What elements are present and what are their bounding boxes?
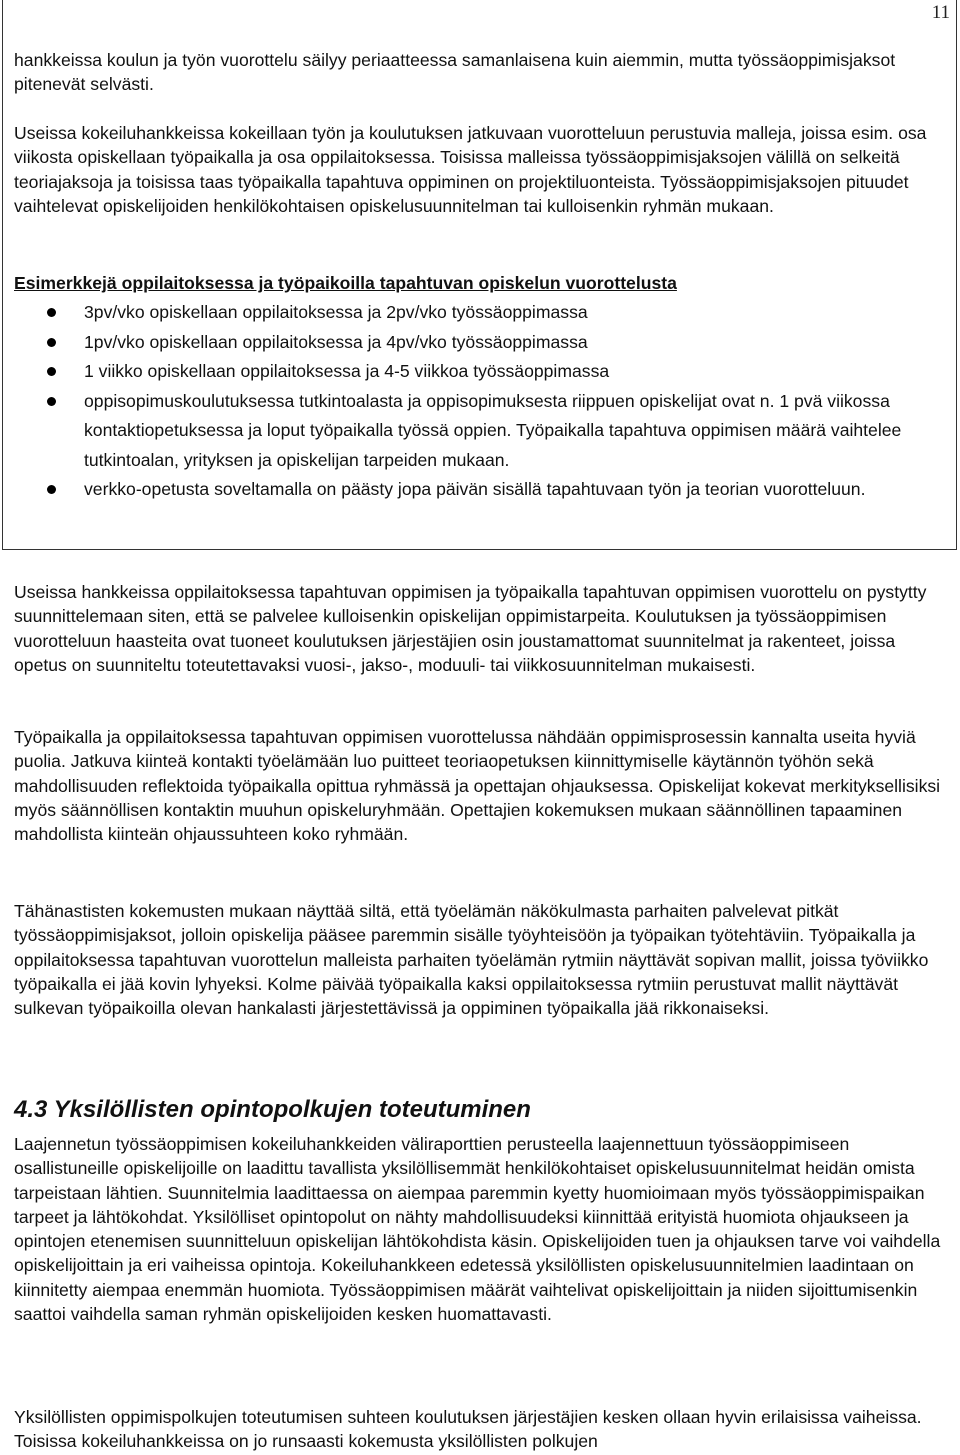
paragraph-1: hankkeissa koulun ja työn vuorottelu säilyy periaatteessa samanlaisena kuin aiemmin, mutta työssäoppimisjaksot pitenevät selvästi. [14,50,896,95]
list-item-text: oppisopimuskoulutuksessa tutkintoalasta ja oppisopimuksesta riippuen opiskelijat ovat n. 1 pvä viikossa kontaktiopetuksessa ja loput työpaikalla työssä oppien. Työpaikalla tapahtuva oppimisen määrä vaihtelee tutkintoalan, yrityksen ja opiskelijan tarpeiden mukaan. [84,390,902,470]
bullet-icon [47,308,56,317]
bullet-icon [47,397,56,406]
bullet-icon [47,338,56,347]
bullet-icon [47,485,56,494]
paragraph-4: Työpaikalla ja oppilaitoksessa tapahtuvan oppimisen vuorottelussa nähdään oppimisprosessin kannalta useita hyviä puolia. Jatkuva kiinteä kontakti työelämään luo puitteet teoriaopetuksen kiinnittymiselle käytännön työhön sekä mahdollisuuden reflektoida työpaikalla opittua ryhmässä ja opettajan ohjauksessa. Opiskelijat kokevat merkityksellisiksi myös säännöllisen kontaktin muuhun opiskeluryhmään. Opettajien kokemuksen mukaan säännöllinen tapaaminen mahdollista kiinteän ohjaussuhteen koko ryhmään. [14,727,941,845]
bullet-icon [47,367,56,376]
paragraph-2: Useissa kokeiluhankkeissa kokeillaan työn ja koulutuksen jatkuvaan vuorotteluun perustuvia malleja, joissa esim. osa viikosta opiskellaan työpaikalla ja osa oppilaitoksessa. Toisissa malleissa työssäoppimisjaksojen välillä on selkeitä teoriajaksoja ja toisissa taas työpaikalla tapahtuva oppiminen on projektiluonteista. Työssäoppimisjaksojen pituudet vaihtelevat opiskelijoiden henkilökohtaisen opiskelusuunnitelman tai kulloisenkin ryhmän mukaan. [14,123,927,216]
paragraph-3: Useissa hankkeissa oppilaitoksessa tapahtuvan oppimisen ja työpaikalla tapahtuvan oppimisen vuorottelu on pystytty suunnittelemaan siten, että se palvelee kulloisenkin opiskelijan oppimistarpeita. Koulutuksen ja työssäoppimisen vuorotteluun haasteita ovat tuoneet koulutuksen järjestäjien osin joustamattomat suunnitelmat ja rakenteet, joissa opetus on suunniteltu toteutettavaksi vuosi-, jakso-, moduuli- tai viikkosuunnitelman mukaisesti. [14,582,927,675]
list-item [14,357,950,387]
paragraph-6: Laajennetun työssäoppimisen kokeiluhankkeiden väliraporttien perusteella laajennettuun työssäoppimiseen osallistuneille opiskelijoille on laadittu tavallista yksilöllisemmät henkilökohtaiset opiskelusuunnitelmat heidän omista tarpeistaan lähtien. Suunnitelmia laadittaessa on aiempaa paremmin kyetty huomioimaan myös työssäoppimispaikan tarpeet ja lähtökohdat. Yksilölliset opintopolut on nähty mahdollisuudeksi kiinnittää erityistä huomiota ohjaukseen ja opintojen etenemisen suunnitteluun opiskelijan lähtökohdista käsin. Opiskelijoiden tuen ja ohjauksen tarve voi vaihdella opiskelijoittain ja eri vaiheissa opintoja. Kokeiluhankkeen edetessä yksilöllisten opiskelusuunnitelmien laadintaan on kiinnitetty aiempaa enemmän huomiota. Työssäoppimisen määrät vaihtelivat opiskelijoittain ja niiden sijoittumisenkin saattoi vaihdella saman ryhmän opiskelijoiden kesken huomattavasti. [14,1134,941,1325]
paragraph-5: Tähänastisten kokemusten mukaan näyttää siltä, että työelämän näkökulmasta parhaiten palvelevat pitkät työssäoppimisjaksot, jolloin opiskelija pääsee paremmin sisälle työyhteisöön ja työpaikan työtehtäviin. Työpaikalla ja oppilaitoksessa tapahtuvan vuorottelun malleista parhaiten työelämän rytmiin näyttävät sopivan mallit, joissa työviikko työpaikalla ei jää kovin lyhyeksi. Kolme päivää työpaikalla kaksi oppilaitoksessa rytmiin perustuvat mallit näyttävät sulkevan työpaikoilla olevan hankalasti järjestettävissä ja oppiminen työpaikalla jää rikkonaiseksi. [14,901,929,1019]
paragraph-7: Yksilöllisten oppimispolkujen toteutumisen suhteen koulutuksen järjestäjien kesken ollaan hyvin erilaisissa vaiheissa. Toisissa kokeiluhankkeissa on jo runsaasti kokemusta yksilöllisten polkujen [14,1407,922,1452]
list-item [14,298,950,328]
list-item-text: 3pv/vko opiskellaan oppilaitoksessa ja 2pv/vko työssäoppimassa [84,302,588,322]
list-item [14,328,950,358]
bullet-list [14,298,950,505]
page-number: 11 [931,2,950,23]
box-heading: Esimerkkejä oppilaitoksessa ja työpaikoilla tapahtuvan opiskelun vuorottelusta [14,273,677,293]
section-heading: 4.3 Yksilöllisten opintopolkujen toteutuminen [14,1096,531,1123]
list-item-text: 1 viikko opiskellaan oppilaitoksessa ja 4-5 viikkoa työssäoppimassa [84,361,610,381]
list-item [14,475,950,505]
list-item-text: verkko-opetusta soveltamalla on päästy jopa päivän sisällä tapahtuvaan työn ja teorian vuorotteluun. [84,479,866,499]
list-item-text: 1pv/vko opiskellaan oppilaitoksessa ja 4pv/vko työssäoppimassa [84,331,588,352]
list-item [14,387,950,476]
